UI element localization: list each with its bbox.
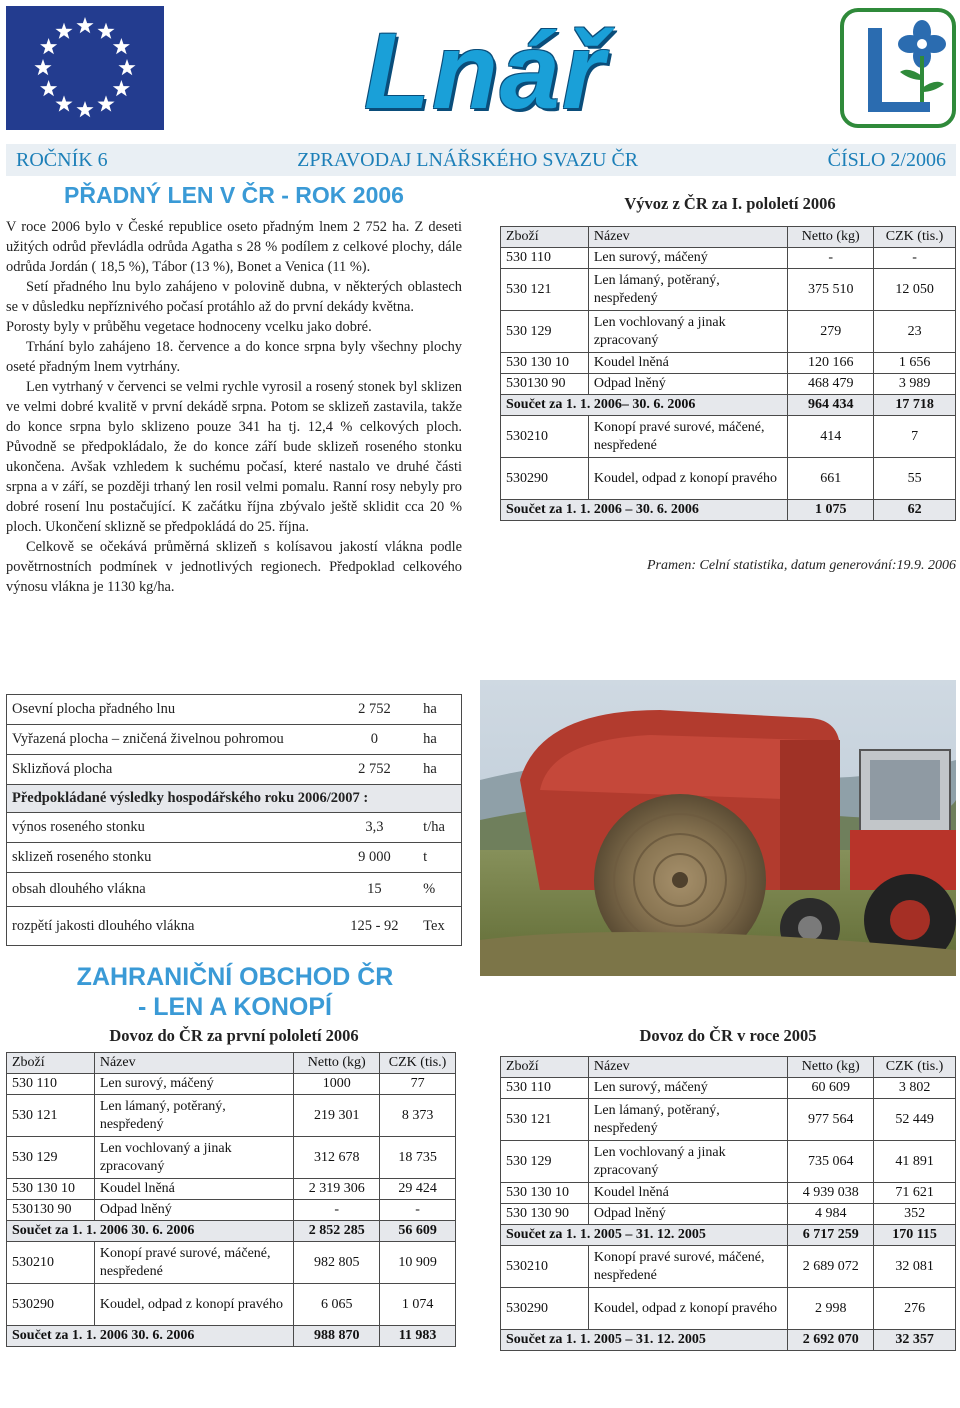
- netto-cell: 661: [788, 458, 874, 500]
- code-cell: 530 110: [501, 1078, 589, 1099]
- stat-label: Osevní plocha přadného lnu: [12, 701, 176, 717]
- stat-unit: %: [423, 881, 436, 897]
- netto-cell: 279: [788, 311, 874, 353]
- czk-cell: 18 735: [380, 1137, 456, 1179]
- total-row: [7, 1326, 456, 1347]
- table-row: [501, 269, 956, 311]
- code-cell: 530 130 10: [501, 353, 589, 374]
- total-netto: 964 434: [788, 395, 874, 416]
- eu-star-icon: [40, 80, 57, 96]
- masthead-bar: [6, 144, 956, 176]
- czk-cell: 1 074: [380, 1284, 456, 1326]
- name-cell: Koudel lněná: [588, 353, 787, 374]
- code-cell: 530 129: [501, 311, 589, 353]
- name-cell: Len surový, máčený: [588, 1078, 787, 1099]
- total-row: [501, 395, 956, 416]
- total-netto: 6 717 259: [788, 1225, 874, 1246]
- czk-cell: 3 989: [874, 374, 956, 395]
- stat-unit: ha: [423, 701, 437, 717]
- article-paragraph: Celkově se očekává průměrná sklizeň s kolísavou jakostí vlákna podle povětrnostních podmínek v jednotlivých regionech. Předpoklad celkového výnosu vlákna je 1130 kg/ha.: [6, 539, 462, 595]
- name-cell: Len lámaný, potěraný, nespředený: [588, 269, 787, 311]
- czk-cell: -: [380, 1200, 456, 1221]
- stat-unit: Tex: [423, 917, 445, 934]
- czk-cell: -: [874, 248, 956, 269]
- stat-unit: t/ha: [423, 819, 445, 835]
- czk-cell: 41 891: [874, 1141, 956, 1183]
- total-label: Součet za 1. 1. 2006– 30. 6. 2006: [501, 395, 788, 416]
- total-label: Součet za 1. 1. 2005 – 31. 12. 2005: [501, 1225, 788, 1246]
- eu-star-icon: [113, 38, 130, 54]
- name-cell: Len surový, máčený: [588, 248, 787, 269]
- column-header: Netto (kg): [294, 1053, 380, 1074]
- table-row: [7, 1137, 456, 1179]
- flax-union-logo-icon: [838, 6, 958, 130]
- table-row: [7, 1200, 456, 1221]
- total-czk: 56 609: [380, 1221, 456, 1242]
- newsletter-subtitle: ZPRAVODAJ LNÁŘSKÉHO SVAZU ČR: [297, 148, 639, 171]
- eu-star-icon: [34, 59, 51, 75]
- code-cell: 530 110: [501, 248, 589, 269]
- total-label: Součet za 1. 1. 2005 – 31. 12. 2005: [501, 1330, 788, 1351]
- czk-cell: 77: [380, 1074, 456, 1095]
- table-row: [501, 1204, 956, 1225]
- name-cell: Odpad lněný: [588, 1204, 787, 1225]
- total-label: Součet za 1. 1. 2006 30. 6. 2006: [7, 1221, 294, 1242]
- code-cell: 530 121: [7, 1095, 95, 1137]
- czk-cell: 32 081: [874, 1246, 956, 1288]
- code-cell: 530130 90: [501, 374, 589, 395]
- netto-cell: 219 301: [294, 1095, 380, 1137]
- code-cell: 530 121: [501, 269, 589, 311]
- harvest-stats-table: [6, 694, 462, 946]
- netto-cell: 2 319 306: [294, 1179, 380, 1200]
- tractor-baler-photo: [480, 680, 956, 976]
- table-row: [501, 1183, 956, 1204]
- stat-label: rozpětí jakosti dlouhého vlákna: [12, 917, 195, 934]
- eu-star-icon: [113, 80, 130, 96]
- table-row: [501, 416, 956, 458]
- netto-cell: 375 510: [788, 269, 874, 311]
- total-row: [501, 1225, 956, 1246]
- column-header: Název: [588, 1057, 787, 1078]
- stat-value: 9 000: [358, 849, 391, 865]
- czk-cell: 23: [874, 311, 956, 353]
- netto-cell: 4 939 038: [788, 1183, 874, 1204]
- article-paragraph: Porosty byly v průběhu vegetace hodnoceny vcelku jako dobré.: [6, 319, 372, 335]
- column-header: Zboží: [501, 1057, 589, 1078]
- table-header-row: [501, 227, 956, 248]
- netto-cell: -: [294, 1200, 380, 1221]
- forecast-heading-row: [7, 785, 461, 813]
- table-row: [7, 1284, 456, 1326]
- table-row: [7, 843, 461, 873]
- table-row: [7, 1179, 456, 1200]
- code-cell: 530290: [7, 1284, 95, 1326]
- czk-cell: 12 050: [874, 269, 956, 311]
- stat-label: Sklizňová plocha: [12, 761, 113, 777]
- table-header-row: [7, 1053, 456, 1074]
- eu-star-icon: [55, 23, 72, 39]
- code-cell: 530 121: [501, 1099, 589, 1141]
- netto-cell: 468 479: [788, 374, 874, 395]
- name-cell: Konopí pravé surové, máčené, nespředené: [588, 1246, 787, 1288]
- czk-cell: 55: [874, 458, 956, 500]
- czk-cell: 10 909: [380, 1242, 456, 1284]
- stat-label: výnos roseného stonku: [12, 819, 145, 835]
- czk-cell: 52 449: [874, 1099, 956, 1141]
- column-header: CZK (tis.): [380, 1053, 456, 1074]
- table-row: [501, 1141, 956, 1183]
- export-source: Pramen: Celní statistika, datum generování:19.9. 2006: [647, 558, 956, 573]
- code-cell: 530130 90: [7, 1200, 95, 1221]
- eu-star-icon: [40, 38, 57, 54]
- table-row: [7, 813, 461, 843]
- table-row: [7, 1242, 456, 1284]
- netto-cell: 1000: [294, 1074, 380, 1095]
- total-netto: 2 852 285: [294, 1221, 380, 1242]
- eu-star-icon: [55, 95, 72, 111]
- eu-star-icon: [97, 95, 114, 111]
- column-header: CZK (tis.): [874, 227, 956, 248]
- eu-star-icon: [76, 101, 93, 117]
- volume-label: ROČNÍK 6: [16, 148, 108, 171]
- name-cell: Len vochlovaný a jinak zpracovaný: [588, 311, 787, 353]
- total-czk: 17 718: [874, 395, 956, 416]
- eu-star-icon: [97, 23, 114, 39]
- table-row: [501, 374, 956, 395]
- total-row: [501, 500, 956, 521]
- masthead-logo: [320, 6, 650, 136]
- table-row: [501, 1099, 956, 1141]
- code-cell: 530 110: [7, 1074, 95, 1095]
- article-paragraph: V roce 2006 bylo v České republice oseto přadným lnem 2 752 ha. Z deseti užitých odrůd převládla odrůda Agatha s 28 % podílem z celkové plochy, dále odrůda Jordán ( 18,5 %), Tábor (13 %), Bonet a Venica (11 %).: [6, 219, 462, 275]
- stat-label: obsah dlouhého vlákna: [12, 881, 146, 897]
- trade-heading-line1: ZAHRANIČNÍ OBCHOD ČR: [76, 963, 394, 991]
- eu-star-icon: [118, 59, 135, 75]
- stat-value: 2 752: [358, 701, 391, 717]
- code-cell: 530 129: [501, 1141, 589, 1183]
- stat-value: 125 - 92: [350, 917, 399, 934]
- netto-cell: 977 564: [788, 1099, 874, 1141]
- code-cell: 530290: [501, 458, 589, 500]
- article-paragraph: Trhání bylo zahájeno 18. července a do konce srpna byly všechny plochy oseté přadným lnem vytrhány.: [6, 339, 462, 375]
- czk-cell: 8 373: [380, 1095, 456, 1137]
- name-cell: Odpad lněný: [588, 374, 787, 395]
- stat-label: Vyřazená plocha – zničená živelnou pohromou: [12, 731, 284, 747]
- table-row: [501, 1288, 956, 1330]
- column-header: Název: [94, 1053, 293, 1074]
- export-title: Vývoz z ČR za I. pololetí 2006: [624, 194, 836, 213]
- table-row: [7, 695, 461, 725]
- total-row: [501, 1330, 956, 1351]
- netto-cell: 120 166: [788, 353, 874, 374]
- stat-value: 0: [370, 731, 378, 747]
- code-cell: 530 130 10: [501, 1183, 589, 1204]
- name-cell: Koudel lněná: [94, 1179, 293, 1200]
- name-cell: Koudel, odpad z konopí pravého: [588, 458, 787, 500]
- table-row: [501, 311, 956, 353]
- table-row: [7, 725, 461, 755]
- stat-unit: t: [423, 849, 428, 865]
- code-cell: 530210: [7, 1242, 95, 1284]
- stat-label: sklizeň roseného stonku: [12, 849, 152, 865]
- article-paragraph: Setí přadného lnu bylo zahájeno v polovině dubna, v některých oblastech se v důsledku nepříznivého počasí protáhlo až do první dekády května.: [6, 279, 462, 315]
- import-2006-table: [6, 1052, 456, 1347]
- netto-cell: 60 609: [788, 1078, 874, 1099]
- table-row: [501, 248, 956, 269]
- stat-value: 15: [367, 881, 382, 897]
- name-cell: Odpad lněný: [94, 1200, 293, 1221]
- name-cell: Koudel, odpad z konopí pravého: [94, 1284, 293, 1326]
- import-2005-table: [500, 1056, 956, 1351]
- column-header: Zboží: [501, 227, 589, 248]
- column-header: Netto (kg): [788, 1057, 874, 1078]
- article: [6, 182, 462, 597]
- netto-cell: 312 678: [294, 1137, 380, 1179]
- stat-value: 2 752: [358, 761, 391, 777]
- issue-number: ČÍSLO 2/2006: [827, 148, 946, 171]
- stat-value: 3,3: [365, 819, 384, 835]
- table-row: [7, 1095, 456, 1137]
- column-header: Název: [588, 227, 787, 248]
- name-cell: Len lámaný, potěraný, nespředený: [588, 1099, 787, 1141]
- table-row: [7, 907, 461, 945]
- column-header: Zboží: [7, 1053, 95, 1074]
- code-cell: 530210: [501, 416, 589, 458]
- code-cell: 530 130 90: [501, 1204, 589, 1225]
- name-cell: Konopí pravé surové, máčené, nespředené: [94, 1242, 293, 1284]
- article-headline: PŘADNÝ LEN V ČR - ROK 2006: [64, 182, 404, 208]
- total-czk: 170 115: [874, 1225, 956, 1246]
- czk-cell: 1 656: [874, 353, 956, 374]
- table-row: [7, 755, 461, 785]
- czk-cell: 3 802: [874, 1078, 956, 1099]
- table-row: [7, 873, 461, 907]
- name-cell: Len vochlovaný a jinak zpracovaný: [94, 1137, 293, 1179]
- table-row: [7, 1074, 456, 1095]
- stat-unit: ha: [423, 761, 437, 777]
- netto-cell: 2 998: [788, 1288, 874, 1330]
- czk-cell: 352: [874, 1204, 956, 1225]
- table-row: [501, 353, 956, 374]
- netto-cell: 982 805: [294, 1242, 380, 1284]
- forecast-heading: Předpokládané výsledky hospodářského roku 2006/2007 :: [12, 790, 369, 806]
- total-czk: 62: [874, 500, 956, 521]
- eu-flag-icon: [6, 6, 164, 130]
- netto-cell: 735 064: [788, 1141, 874, 1183]
- total-label: Součet za 1. 1. 2006 30. 6. 2006: [7, 1326, 294, 1347]
- import-2005-title: Dovoz do ČR v roce 2005: [639, 1026, 817, 1045]
- netto-cell: -: [788, 248, 874, 269]
- code-cell: 530210: [501, 1246, 589, 1288]
- czk-cell: 276: [874, 1288, 956, 1330]
- total-row: [7, 1221, 456, 1242]
- table-row: [501, 1246, 956, 1288]
- total-netto: 2 692 070: [788, 1330, 874, 1351]
- czk-cell: 29 424: [380, 1179, 456, 1200]
- article-paragraph: Len vytrhaný v červenci se velmi rychle vyrosil a rosený stonek byl sklizen ve velmi dobré kvalitě v první dekádě srpna. Potom se sklizeň zastavila, takže do konce srpna bylo sklizeno pouze 341 ha tj. 12,4 % celkových ploch. Původně se předpokládalo, že do konce září bude sklizeň roseného stonku ukončena. Avšak vzhledem k suchému počasí, které nastalo ve druhé části srpna a v září, se později trhaný len rosil velmi pomalu. Ranní rosy nebyly pro dobré rosení lnu postačující. K začátku října zbývalo ještě sklidit cca 20 % ploch. Ukončení sklizně se předpokládá do 25. října.: [6, 379, 462, 535]
- column-header: Netto (kg): [788, 227, 874, 248]
- export-table: [500, 226, 956, 521]
- czk-cell: 71 621: [874, 1183, 956, 1204]
- code-cell: 530 129: [7, 1137, 95, 1179]
- masthead-title: Lnář: [363, 10, 607, 131]
- name-cell: Len surový, máčený: [94, 1074, 293, 1095]
- name-cell: Len lámaný, potěraný, nespředený: [94, 1095, 293, 1137]
- table-row: [501, 458, 956, 500]
- total-czk: 11 983: [380, 1326, 456, 1347]
- column-header: CZK (tis.): [874, 1057, 956, 1078]
- import-2006-title: Dovoz do ČR za první pololetí 2006: [109, 1026, 359, 1045]
- total-netto: 1 075: [788, 500, 874, 521]
- name-cell: Koudel lněná: [588, 1183, 787, 1204]
- table-header-row: [501, 1057, 956, 1078]
- total-czk: 32 357: [874, 1330, 956, 1351]
- name-cell: Len vochlovaný a jinak zpracovaný: [588, 1141, 787, 1183]
- code-cell: 530 130 10: [7, 1179, 95, 1200]
- eu-star-icon: [76, 17, 93, 33]
- code-cell: 530290: [501, 1288, 589, 1330]
- name-cell: Konopí pravé surové, máčené, nespředené: [588, 416, 787, 458]
- czk-cell: 7: [874, 416, 956, 458]
- total-label: Součet za 1. 1. 2006 – 30. 6. 2006: [501, 500, 788, 521]
- table-row: [501, 1078, 956, 1099]
- stat-unit: ha: [423, 731, 437, 747]
- trade-section-heading: [40, 962, 430, 1022]
- netto-cell: 2 689 072: [788, 1246, 874, 1288]
- netto-cell: 4 984: [788, 1204, 874, 1225]
- name-cell: Koudel, odpad z konopí pravého: [588, 1288, 787, 1330]
- netto-cell: 6 065: [294, 1284, 380, 1326]
- trade-heading-line2: - LEN A KONOPÍ: [138, 993, 332, 1021]
- netto-cell: 414: [788, 416, 874, 458]
- total-netto: 988 870: [294, 1326, 380, 1347]
